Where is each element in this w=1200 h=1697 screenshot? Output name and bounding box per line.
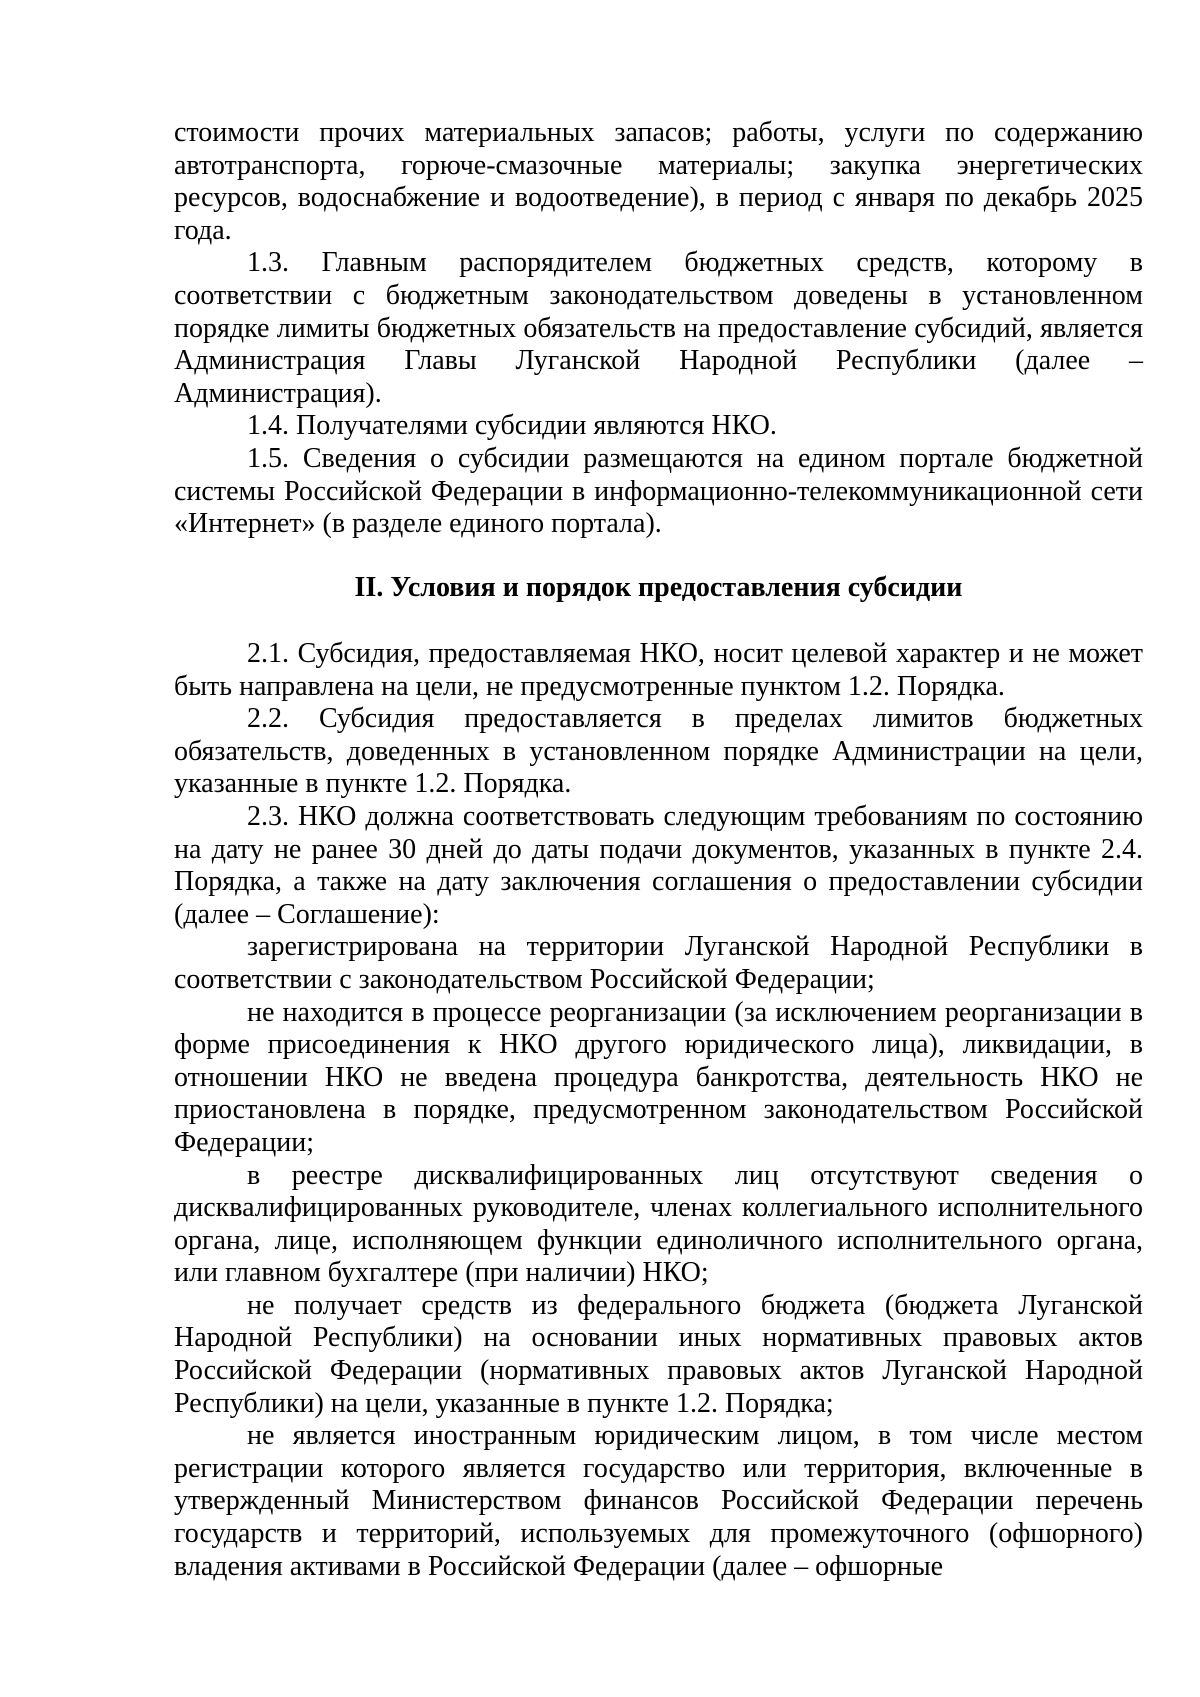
section-2-heading: II. Условия и порядок предоставления субсидии	[354, 572, 963, 603]
paragraph-2-3: 2.3. НКО должна соответствовать следующим требованиям по состоянию на дату не ранее 30 дней до даты подачи документов, указанных в пункте 2.4. Порядка, а также на дату заключения соглашения о предоставлении субсидии (далее – Соглашение):	[174, 800, 1143, 930]
paragraph-1-4: 1.4. Получателями субсидии являются НКО.	[247, 410, 777, 442]
paragraph-2-2: 2.2. Субсидия предоставляется в пределах лимитов бюджетных обязательств, доведенных в установленном порядке Администрации на цели, указанные в пункте 1.2. Порядка.	[174, 703, 1143, 800]
paragraph-1-2-tail: стоимости прочих материальных запасов; работы, услуги по содержанию автотранспорта, горюче-смазочные материалы; закупка энергетических ресурсов, водоснабжение и водоотведение), в период с января по декабрь 2025 года.	[174, 117, 1143, 246]
section-1-continuation	[174, 117, 1143, 541]
requirement-no-other-funding: не получает средств из федерального бюджета (бюджета Луганской Народной Республики) на основании иных нормативных правовых актов Российской Федерации (нормативных правовых актов Луганской Народной Республики) на цели, указанные в пункте 1.2. Порядка;	[174, 1289, 1143, 1419]
requirement-registration: зарегистрирована на территории Луганской Народной Республики в соответствии с законодательством Российской Федерации;	[174, 931, 1143, 995]
requirement-not-foreign-entity: не является иностранным юридическим лицом, в том числе местом регистрации которого является государство или территория, включенные в утвержденный Министерством финансов Российской Федерации перечень государств и территорий, используемых для промежуточного (офшорного) владения активами в Российской Федерации (далее – офшорные	[174, 1420, 1143, 1582]
paragraph-1-5: 1.5. Сведения о субсидии размещаются на едином портале бюджетной системы Российской Федерации в информационно-телекоммуникационной сети «Интернет» (в разделе единого портала).	[174, 442, 1143, 540]
requirement-no-disqualified-persons: в реестре дисквалифицированных лиц отсутствуют сведения о дисквалифицированных руководителе, членах коллегиального исполнительного органа, лице, исполняющем функции единоличного исполнительного органа, или главном бухгалтере (при наличии) НКО;	[174, 1159, 1143, 1289]
paragraph-2-1: 2.1. Субсидия, предоставляемая НКО, носит целевой характер и не может быть направлена на цели, не предусмотренные пунктом 1.2. Порядка.	[174, 638, 1143, 702]
section-2-body	[174, 638, 1143, 1583]
paragraph-1-3: 1.3. Главным распорядителем бюджетных средств, которому в соответствии с бюджетным законодательством доведены в установленном порядке лимиты бюджетных обязательств на предоставление субсидий, является Администрация Главы Луганской Народной Республики (далее – Администрация).	[174, 247, 1143, 409]
requirement-no-reorganization: не находится в процессе реорганизации (за исключением реорганизации в форме присоединения к НКО другого юридического лица), ликвидации, в отношении НКО не введена процедура банкротства, деятельность НКО не приостановлена в порядке, предусмотренном законодательством Российской Федерации;	[174, 996, 1143, 1158]
